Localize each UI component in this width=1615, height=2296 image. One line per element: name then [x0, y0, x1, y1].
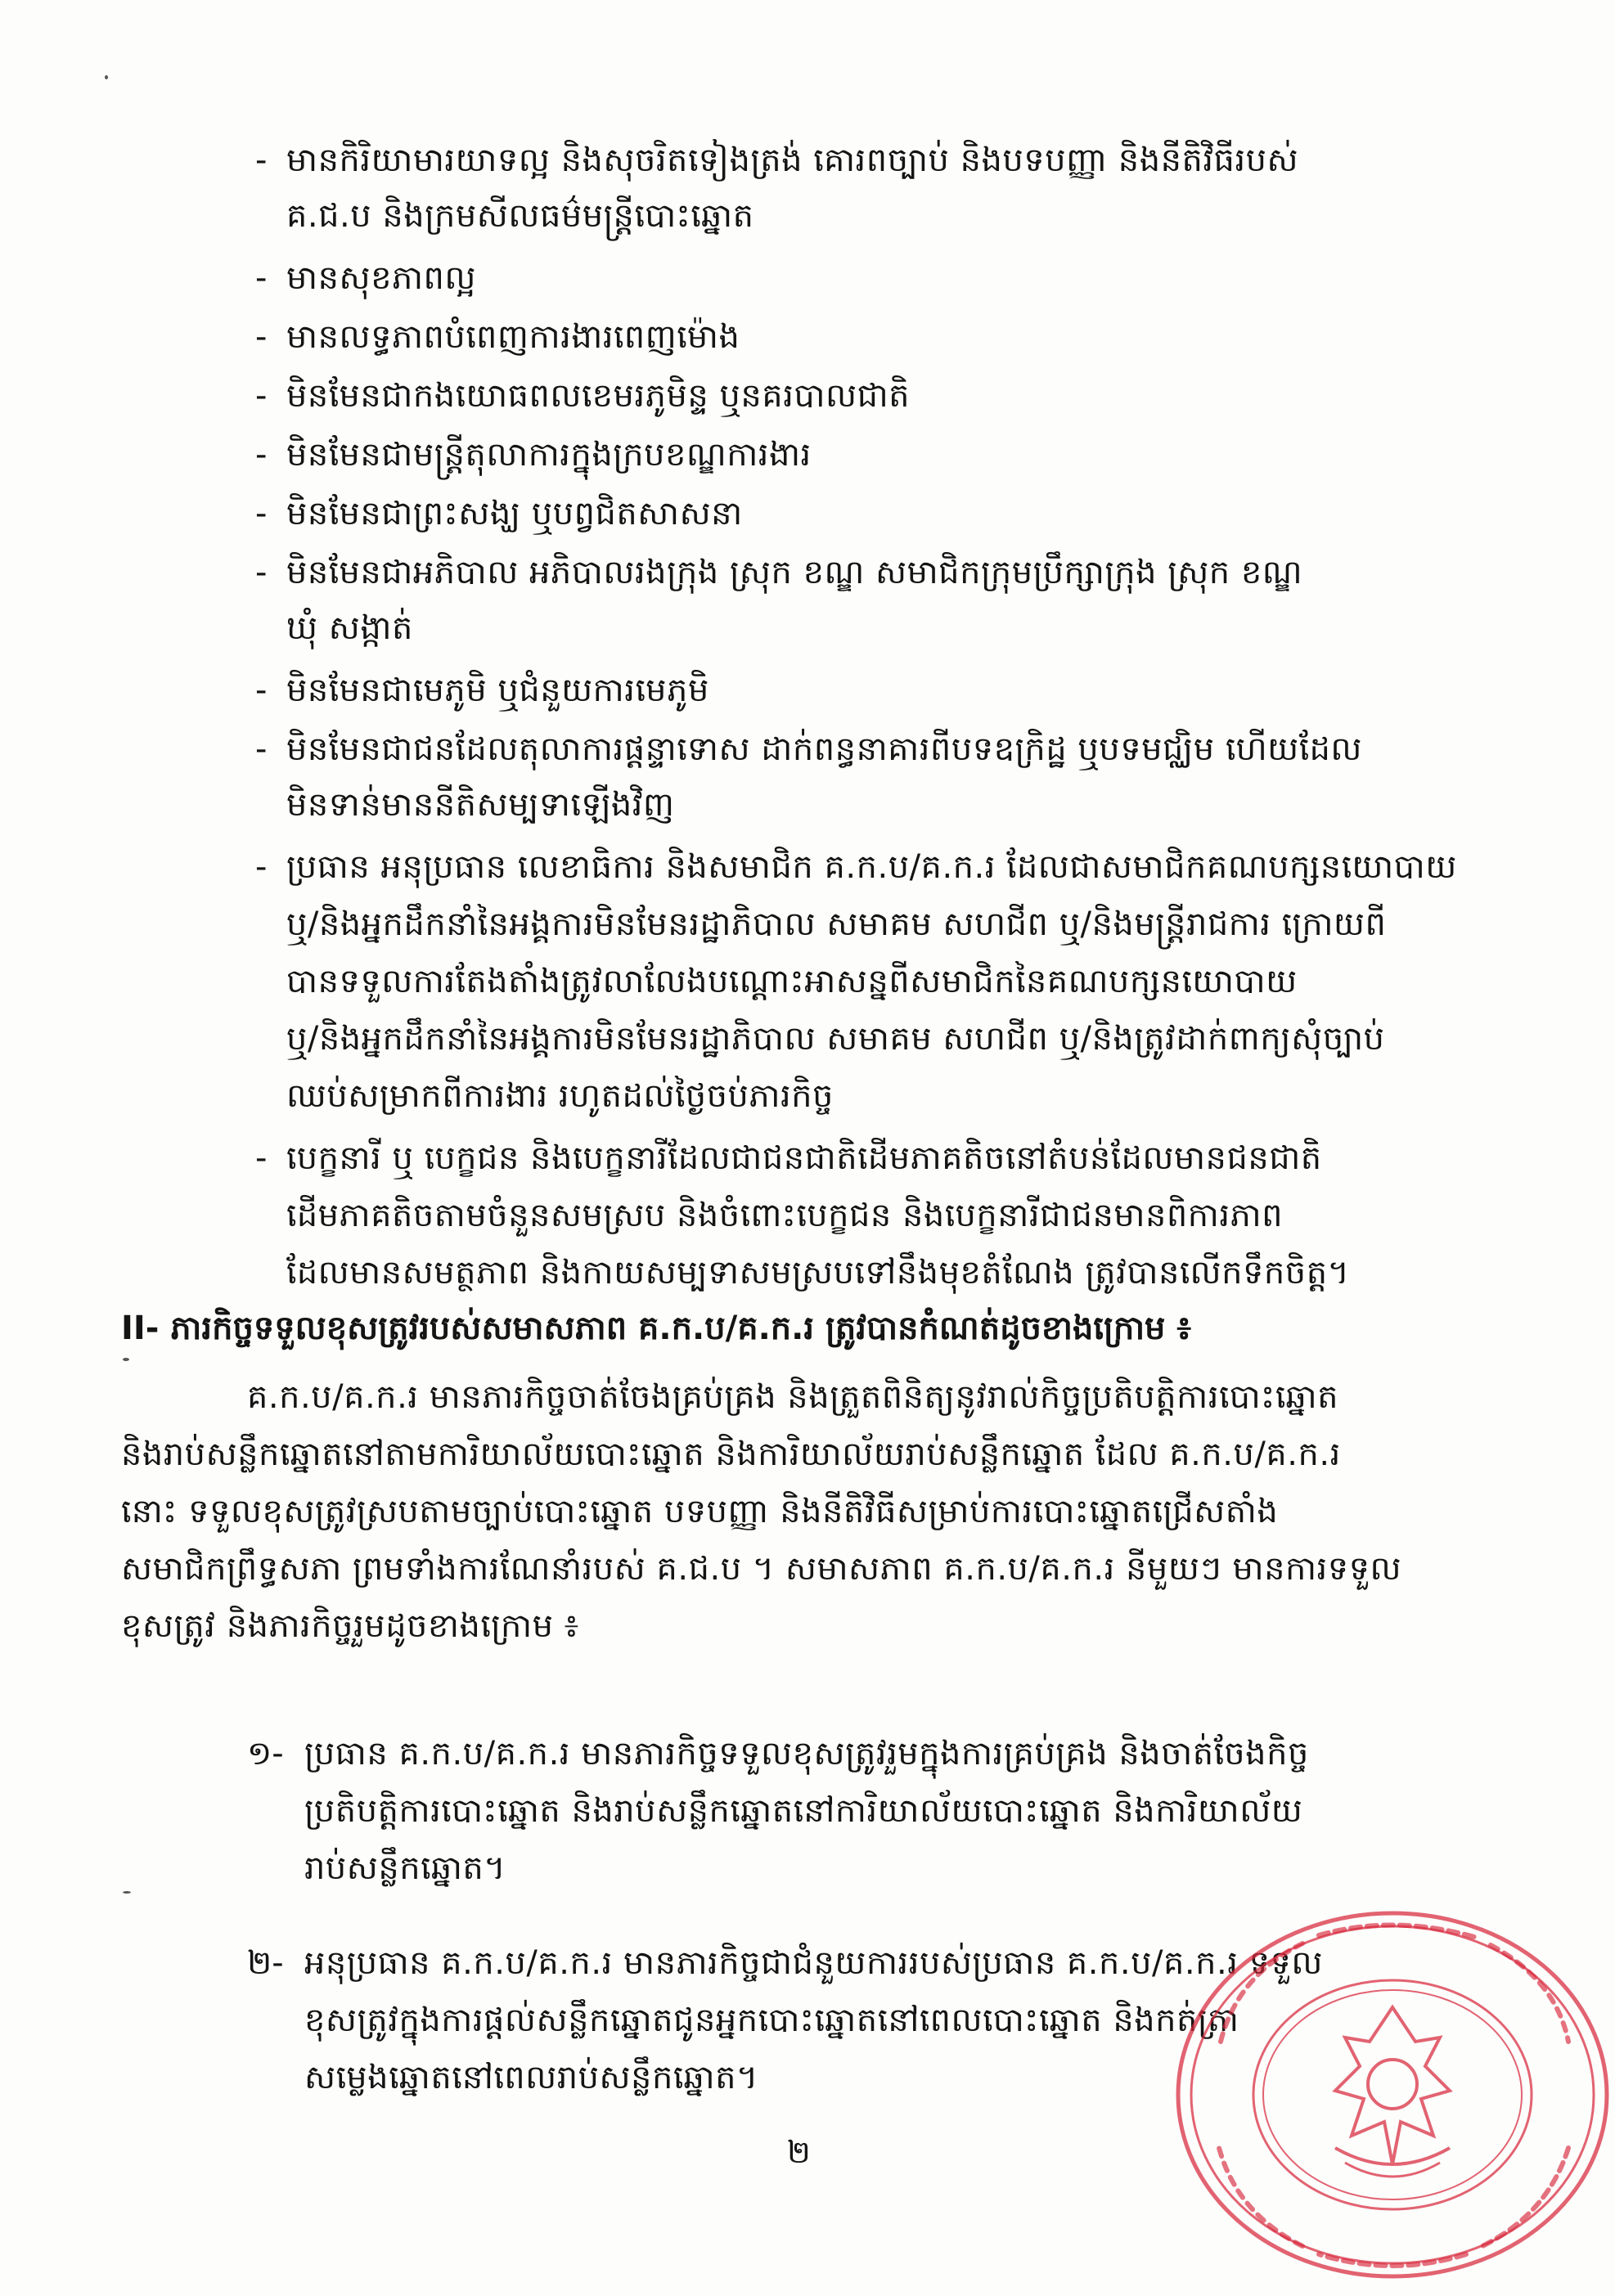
- paragraph-line: និងរាប់សន្លឹកឆ្នោតនៅតាមការិយាល័យបោះឆ្នោត និងការិយាល័យរាប់សន្លឹកឆ្នោត ដែល គ.ក.ប/គ.ក.រ: [121, 1436, 1341, 1473]
- item-text-line: សម្លេងឆ្នោតនៅពេលរាប់សន្លឹកឆ្នោត។: [304, 2059, 758, 2096]
- bullet-marker: -: [255, 318, 268, 356]
- bullet-text-line: មិនទាន់មាននីតិសម្បទាឡើងវិញ: [286, 786, 675, 824]
- bullet-text-line: មិនមែនជាជនដែលតុលាការផ្តន្ទាទោស ដាក់ពន្ធនាគារពីបទឧក្រិដ្ឋ ឬបទមជ្ឈិម ហើយដែល: [286, 730, 1362, 768]
- bullet-marker: -: [255, 259, 268, 297]
- official-seal-stamp: [1155, 1903, 1613, 2279]
- bullet-text-line: ឃុំ សង្កាត់: [286, 609, 413, 647]
- bullet-text-line: មានលទ្ធភាពបំពេញការងារពេញម៉ោង: [286, 318, 740, 356]
- item-number: ២-: [247, 1944, 284, 1982]
- paragraph-line: នោះ ទទួលខុសត្រូវស្របតាមច្បាប់បោះឆ្នោត បទបញ្ញា និងនីតិវិធីសម្រាប់ការបោះឆ្នោតជ្រើសតាំង: [121, 1493, 1279, 1530]
- scan-speck: [105, 75, 108, 79]
- bullet-text-line: មិនមែនជាមេភូមិ ឬជំនួយការមេភូមិ: [286, 672, 709, 709]
- item-number: ១-: [247, 1735, 284, 1773]
- scan-speck: [123, 1891, 131, 1894]
- bullet-marker: -: [255, 672, 268, 709]
- item-text-line: រាប់សន្លឹកឆ្នោត។: [304, 1849, 506, 1887]
- bullet-marker: -: [255, 142, 268, 179]
- bullet-marker: -: [255, 730, 268, 768]
- bullet-text-line: បេក្ខនារី ឬ បេក្ខជន និងបេក្ខនារីដែលជាជនជាតិដើមភាគតិចនៅតំបន់ដែលមានជនជាតិ: [286, 1139, 1322, 1177]
- item-text-line: ប្រធាន គ.ក.ប/គ.ក.រ មានភារកិច្ចទទួលខុសត្រូវរួមក្នុងការគ្រប់គ្រង និងចាត់ចែងកិច្ច: [304, 1735, 1309, 1773]
- bullet-text-line: មិនមែនជាអភិបាល អភិបាលរងក្រុង ស្រុក ខណ្ឌ សមាជិកក្រុមប្រឹក្សាក្រុង ស្រុក ខណ្ឌ: [286, 554, 1303, 591]
- bullet-text-line: មិនមែនជាកងយោធពលខេមរភូមិន្ទ ឬនគរបាលជាតិ: [286, 377, 911, 415]
- bullet-text-line: គ.ជ.ប និងក្រមសីលធម៌មន្ត្រីបោះឆ្នោត: [286, 197, 754, 235]
- section-heading: II- ភារកិច្ចទទួលខុសត្រូវរបស់សមាសភាព គ.ក.ប/គ.ក.រ ត្រូវបានកំណត់ដូចខាងក្រោម ៖: [121, 1310, 1191, 1347]
- bullet-text-line: មិនមែនជាមន្ត្រីតុលាការក្នុងក្របខណ្ឌការងារ: [286, 436, 812, 474]
- bullet-text-line: មិនមែនជាព្រះសង្ឃ ឬបព្វជិតសាសនា: [286, 495, 743, 532]
- bullet-marker: -: [255, 377, 268, 415]
- bullet-text-line: ដើមភាគតិចតាមចំនួនសមស្រប និងចំពោះបេក្ខជន និងបេក្ខនារីជាជនមានពិការភាព: [286, 1197, 1283, 1234]
- item-text-line: ខុសត្រូវក្នុងការផ្តល់សន្លឹកឆ្នោតជូនអ្នកបោះឆ្នោតនៅពេលបោះឆ្នោត និងកត់ត្រា: [304, 2002, 1239, 2039]
- bullet-text-line: ឬ/និងអ្នកដឹកនាំនៃអង្គការមិនមែនរដ្ឋាភិបាល សមាគម សហជីព ឬ/និងមន្ត្រីរាជការ ក្រោយពី: [286, 905, 1387, 943]
- bullet-marker: -: [255, 1139, 268, 1177]
- bullet-text-line: ដែលមានសមត្ថភាព និងកាយសម្បទាសមស្របទៅនឹងមុខតំណែង ត្រូវបានលើកទឹកចិត្ត។: [286, 1254, 1350, 1292]
- bullet-marker: -: [255, 848, 268, 886]
- bullet-marker: -: [255, 436, 268, 474]
- paragraph-line: ខុសត្រូវ និងភារកិច្ចរួមដូចខាងក្រោម ៖: [121, 1607, 579, 1645]
- paragraph-line: សមាជិកព្រឹទ្ធសភា ព្រមទាំងការណែនាំរបស់ គ.ជ.ប ។ សមាសភាព គ.ក.ប/គ.ក.រ នីមួយៗ មានការទទួល: [121, 1550, 1402, 1588]
- bullet-text-line: ឈប់សម្រាកពីការងារ រហូតដល់ថ្ងៃចប់ភារកិច្ច: [286, 1077, 834, 1115]
- page-number: ២: [787, 2134, 811, 2170]
- bullet-text-line: បានទទួលការតែងតាំងត្រូវលាលែងបណ្តោះអាសន្នពីសមាជិកនៃគណបក្សនយោបាយ: [286, 963, 1298, 1000]
- bullet-text-line: ឬ/និងអ្នកដឹកនាំនៃអង្គការមិនមែនរដ្ឋាភិបាល សមាគម សហជីព ឬ/និងត្រូវដាក់ពាក្យសុំច្បាប់: [286, 1020, 1385, 1058]
- paragraph-line: គ.ក.ប/គ.ក.រ មានភារកិច្ចចាត់ចែងគ្រប់គ្រង និងត្រួតពិនិត្យនូវរាល់កិច្ចប្រតិបត្តិការបោះឆ្នោត: [247, 1378, 1338, 1416]
- item-text-line: អនុប្រធាន គ.ក.ប/គ.ក.រ មានភារកិច្ចជាជំនួយការរបស់ប្រធាន គ.ក.ប/គ.ក.រ ទទួល: [304, 1944, 1323, 1982]
- bullet-text-line: ប្រធាន អនុប្រធាន លេខាធិការ និងសមាជិក គ.ក.ប/គ.ក.រ ដែលជាសមាជិកគណបក្សនយោបាយ: [286, 848, 1457, 886]
- bullet-text-line: មានសុខភាពល្អ: [286, 259, 477, 297]
- scan-speck: [123, 1358, 129, 1361]
- bullet-marker: -: [255, 554, 268, 591]
- bullet-marker: -: [255, 495, 268, 532]
- item-text-line: ប្រតិបត្តិការបោះឆ្នោត និងរាប់សន្លឹកឆ្នោតនៅការិយាល័យបោះឆ្នោត និងការិយាល័យ: [304, 1792, 1303, 1830]
- bullet-text-line: មានកិរិយាមារយាទល្អ និងសុចរិតទៀងត្រង់ គោរពច្បាប់ និងបទបញ្ញា និងនីតិវិធីរបស់: [286, 142, 1299, 179]
